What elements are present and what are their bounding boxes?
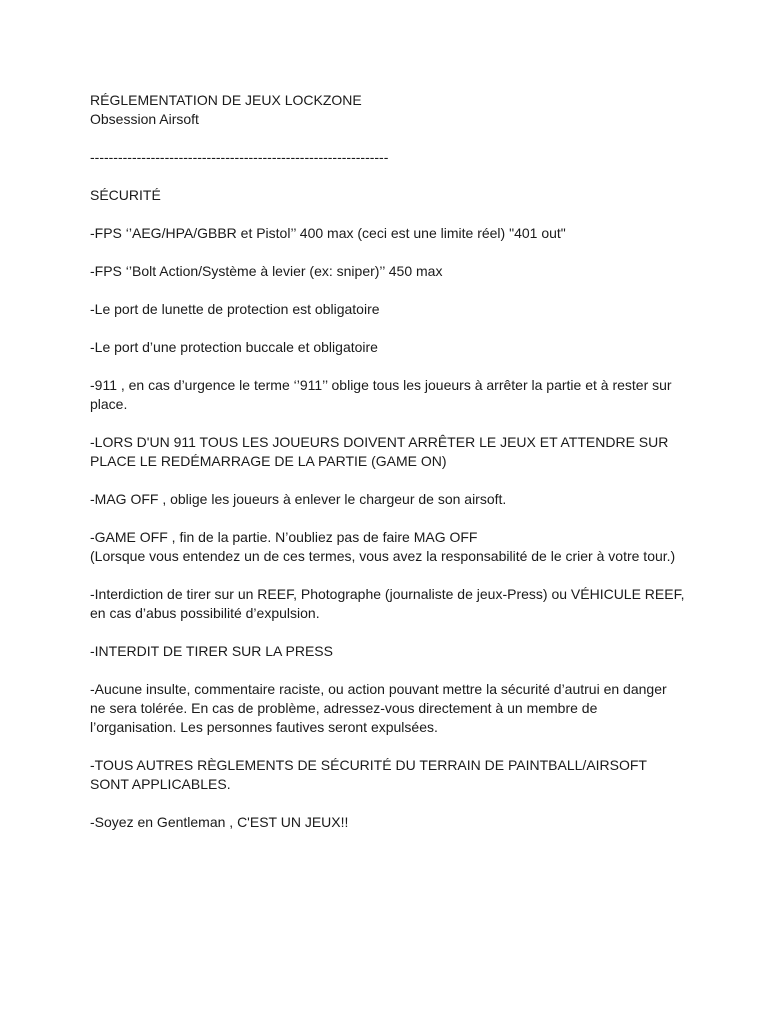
rule-paragraph [90, 756, 690, 794]
rule-line: -Interdiction de tirer sur un REEF, Photographe (journaliste de jeux-Press) ou VÉHICULE REEF, [90, 586, 685, 602]
spacer [90, 661, 690, 680]
spacer [90, 357, 690, 376]
rule-line: -TOUS AUTRES RÈGLEMENTS DE SÉCURITÉ DU TERRAIN DE PAINTBALL/AIRSOFT [90, 757, 647, 773]
spacer [90, 566, 690, 585]
spacer [90, 623, 690, 642]
rule-line: en cas d’abus possibilité d’expulsion. [90, 605, 320, 621]
document-body [90, 91, 690, 832]
spacer [90, 243, 690, 262]
rule-paragraph [90, 433, 690, 471]
spacer [90, 509, 690, 528]
spacer [90, 167, 690, 186]
rule-line: PLACE LE REDÉMARRAGE DE LA PARTIE (GAME ON) [90, 453, 447, 469]
rule-line: -911 , en cas d’urgence le terme ‘’911’’ oblige tous les joueurs à arrêter la partie et à rester sur [90, 377, 672, 393]
spacer [90, 414, 690, 433]
rule-line: -GAME OFF , fin de la partie. N’oubliez pas de faire MAG OFF [90, 529, 478, 545]
document-subtitle: Obsession Airsoft [90, 111, 199, 127]
spacer [90, 129, 690, 148]
spacer [90, 319, 690, 338]
rule-line: -Le port de lunette de protection est obligatoire [90, 301, 380, 317]
rule-line: -FPS ‘’AEG/HPA/GBBR et Pistol’’ 400 max (ceci est une limite réel) "401 out" [90, 225, 566, 241]
rule-line: -Aucune insulte, commentaire raciste, ou action pouvant mettre la sécurité d’autrui en danger [90, 681, 667, 697]
rule-paragraph [90, 338, 690, 357]
document-title: RÉGLEMENTATION DE JEUX LOCKZONE [90, 92, 362, 108]
divider-line: ---------------------------------------------------------------- [90, 149, 389, 165]
rule-paragraph [90, 376, 690, 414]
spacer [90, 281, 690, 300]
rule-line: (Lorsque vous entendez un de ces termes, vous avez la responsabilité de le crier à votre tour.) [90, 548, 676, 564]
rule-line: -FPS ‘’Bolt Action/Système à levier (ex: sniper)’’ 450 max [90, 263, 443, 279]
rule-line: -Soyez en Gentleman , C'EST UN JEUX!! [90, 814, 349, 830]
rule-line: -LORS D'UN 911 TOUS LES JOUEURS DOIVENT ARRÊTER LE JEUX ET ATTENDRE SUR [90, 434, 669, 450]
rule-line: -MAG OFF , oblige les joueurs à enlever le chargeur de son airsoft. [90, 491, 507, 507]
rule-line: place. [90, 396, 128, 412]
rule-paragraph [90, 642, 690, 661]
spacer [90, 471, 690, 490]
rule-line: -Le port d’une protection buccale et obligatoire [90, 339, 378, 355]
rule-paragraph [90, 300, 690, 319]
rule-line: ne sera tolérée. En cas de problème, adressez-vous directement à un membre de [90, 700, 598, 716]
section-heading: SÉCURITÉ [90, 187, 161, 203]
rule-paragraph [90, 813, 690, 832]
spacer [90, 794, 690, 813]
rules-list [90, 224, 690, 832]
spacer [90, 737, 690, 756]
rule-paragraph [90, 680, 690, 737]
rule-paragraph [90, 585, 690, 623]
spacer [90, 205, 690, 224]
rule-line: l’organisation. Les personnes fautives seront expulsées. [90, 719, 438, 735]
rule-paragraph [90, 262, 690, 281]
rule-paragraph [90, 528, 690, 566]
rule-paragraph [90, 224, 690, 243]
rule-paragraph [90, 490, 690, 509]
rule-line: SONT APPLICABLES. [90, 776, 231, 792]
rule-line: -INTERDIT DE TIRER SUR LA PRESS [90, 643, 333, 659]
